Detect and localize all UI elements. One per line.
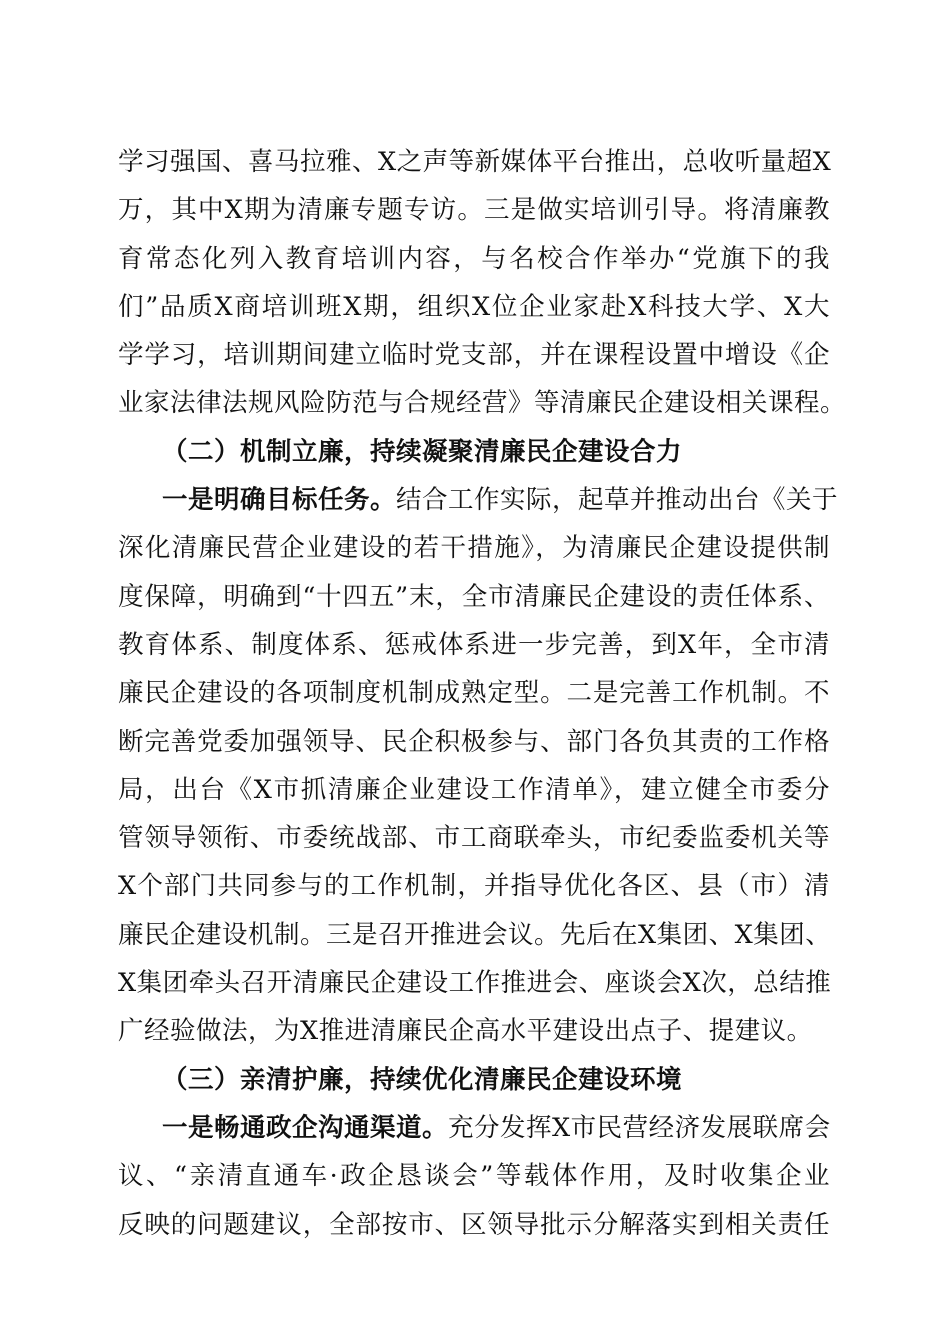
lead-rest: 充分发挥X市民营经济发展联席会 xyxy=(448,1112,831,1143)
paragraph-line: X集团牵头召开清廉民企建设工作推进会、座谈会X次，总结推 xyxy=(118,968,832,999)
paragraph-line: 廉民企建设机制。三是召开推进会议。先后在X集团、X集团、 xyxy=(118,919,832,950)
paragraph-line: 万，其中X期为清廉专题专访。三是做实培训引导。将清廉教 xyxy=(118,195,830,226)
paragraph-first-line xyxy=(118,476,839,524)
paragraph-line: 断完善党委加强领导、民企积极参与、部门各负其责的工作格 xyxy=(118,726,830,757)
paragraph-line: 管领导领衔、市委统战部、市工商联牵头，市纪委监委机关等 xyxy=(118,823,830,854)
document-body xyxy=(118,138,847,1249)
paragraph-line: 教育体系、制度体系、惩戒体系进一步完善，到X年，全市清 xyxy=(118,629,830,660)
paragraph-line: X个部门共同参与的工作机制，并指导优化各区、县（市）清 xyxy=(118,871,830,902)
paragraph-line: 学学习，培训期间建立临时党支部，并在课程设置中增设《企 xyxy=(118,340,830,371)
paragraph-line: 廉民企建设的各项制度机制成熟定型。二是完善工作机制。不 xyxy=(118,678,830,709)
lead-phrase: 一是明确目标任务。 xyxy=(162,485,397,516)
paragraph-line: 广经验做法，为X推进清廉民企高水平建设出点子、提建议。 xyxy=(118,1016,813,1047)
paragraph-line: 业家法律法规风险防范与合规经营》等清廉民企建设相关课程。 xyxy=(118,388,847,419)
paragraph-first-line xyxy=(118,1104,830,1152)
section-heading-3: （三）亲清护廉，持续优化清廉民企建设环境 xyxy=(162,1064,683,1095)
paragraph-line: 深化清廉民营企业建设的若干措施》，为清廉民企建设提供制 xyxy=(118,533,830,564)
paragraph-line: 们”品质X商培训班X期，组织X位企业家赴X科技大学、X大 xyxy=(118,291,830,322)
paragraph-line: 议、“亲清直通车·政企恳谈会”等载体作用，及时收集企业 xyxy=(118,1161,830,1192)
paragraph-line: 局，出台《X市抓清廉企业建设工作清单》，建立健全市委分 xyxy=(118,774,830,805)
lead-rest: 结合工作实际，起草并推动出台《关于 xyxy=(396,485,839,516)
paragraph-line: 反映的问题建议，全部按市、区领导批示分解落实到相关责任 xyxy=(118,1209,830,1240)
lead-phrase: 一是畅通政企沟通渠道。 xyxy=(162,1112,449,1143)
paragraph-line: 学习强国、喜马拉雅、X之声等新媒体平台推出，总收听量超X xyxy=(118,147,832,177)
paragraph-line: 育常态化列入教育培训内容，与名校合作举办“党旗下的我 xyxy=(118,243,830,274)
paragraph-line: 度保障，明确到“十四五”末，全市清廉民企建设的责任体系、 xyxy=(118,581,830,612)
section-heading-2: （二）机制立廉，持续凝聚清廉民企建设合力 xyxy=(162,436,683,467)
